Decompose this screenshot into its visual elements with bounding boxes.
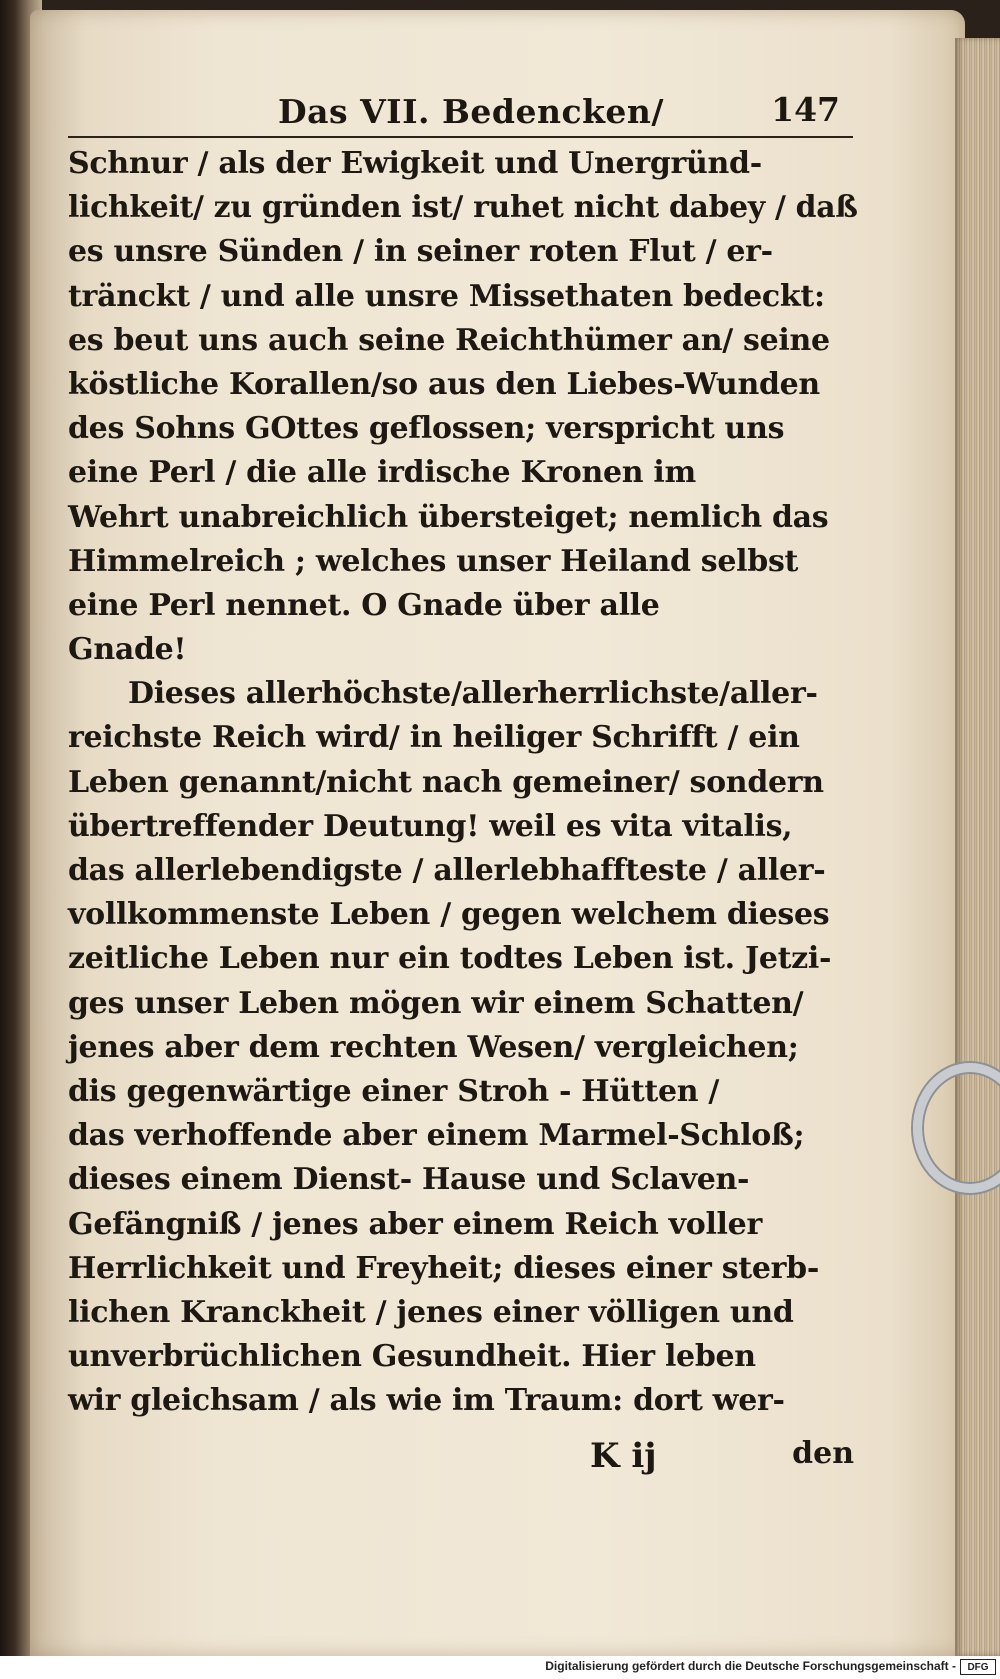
signature-mark: K ij — [590, 1436, 657, 1476]
text-line: lichen Kranckheit / jenes einer völligen und — [68, 1294, 794, 1330]
text-line: es beut uns auch seine Reichthümer an/ seine — [68, 322, 830, 358]
text-line: es unsre Sünden / in seiner roten Flut / er- — [68, 234, 773, 270]
text-line: zeitliche Leben nur ein todtes Leben ist. Jetzi- — [68, 941, 832, 977]
text-line: des Sohns GOttes geflossen; verspricht uns — [68, 411, 785, 447]
running-head — [68, 92, 848, 132]
text-line: dis gegenwärtige einer Stroh - Hütten / — [68, 1073, 720, 1109]
text-line: eine Perl / die alle irdische Kronen im — [68, 455, 696, 491]
text-line: Leben genannt/nicht nach gemeiner/ sondern — [68, 764, 824, 800]
body-text — [68, 142, 858, 1423]
text-line: reichste Reich wird/ in heiliger Schrifft / ein — [68, 720, 800, 756]
text-line: das allerlebendigste / allerlebhaffteste / aller- — [68, 853, 826, 888]
text-line: lichkeit/ zu gründen ist/ ruhet nicht dabey / daß — [68, 190, 858, 226]
text-line: Herrlichkeit und Freyheit; dieses einer sterb- — [68, 1250, 819, 1286]
page-foot — [68, 1436, 858, 1480]
text-line: jenes aber dem rechten Wesen/ vergleichen; — [68, 1029, 799, 1065]
page-number: 147 — [771, 90, 840, 129]
catchword: den — [792, 1436, 854, 1471]
text-line: köstliche Korallen/so aus den Liebes-Wunden — [68, 366, 820, 402]
text-line: eine Perl nennet. O Gnade über alle — [68, 587, 660, 623]
text-line: unverbrüchlichen Gesundheit. Hier leben — [68, 1339, 756, 1375]
text-line: dieses einem Dienst- Hause und Sclaven- — [68, 1162, 750, 1198]
dfg-logo-icon: DFG — [960, 1659, 996, 1675]
text-line: ges unser Leben mögen wir einem Schatten/ — [68, 985, 804, 1021]
header-rule — [68, 136, 853, 138]
text-line: Schnur / als der Ewigkeit und Unergründ- — [68, 146, 762, 181]
running-head-title: Das VII. Bedencken/ — [278, 92, 664, 131]
page-edges — [955, 38, 1000, 1656]
text-line: Himmelreich ; welches unser Heiland selbst — [68, 543, 799, 579]
text-line: das verhoffende aber einem Marmel-Schloß; — [68, 1118, 805, 1154]
funding-credit: Digitalisierung gefördert durch die Deutsche Forschungsgemeinschaft - — [545, 1659, 956, 1673]
text-line: wir gleichsam / als wie im Traum: dort wer- — [68, 1383, 785, 1419]
text-line: vollkommenste Leben / gegen welchem dieses — [68, 897, 830, 933]
footer-bar — [0, 1656, 1000, 1679]
text-line: Gefängniß / jenes aber einem Reich voller — [68, 1206, 762, 1242]
paragraph-start-line: Dieses allerhöchste/allerherrlichste/aller- — [128, 676, 818, 712]
text-line: Gnade! — [68, 632, 187, 668]
text-line: Wehrt unabreichlich übersteiget; nemlich das — [68, 499, 829, 535]
text-line: tränckt / und alle unsre Missethaten bedeckt: — [68, 278, 825, 314]
text-line: übertreffender Deutung! weil es vita vitalis, — [68, 808, 793, 844]
